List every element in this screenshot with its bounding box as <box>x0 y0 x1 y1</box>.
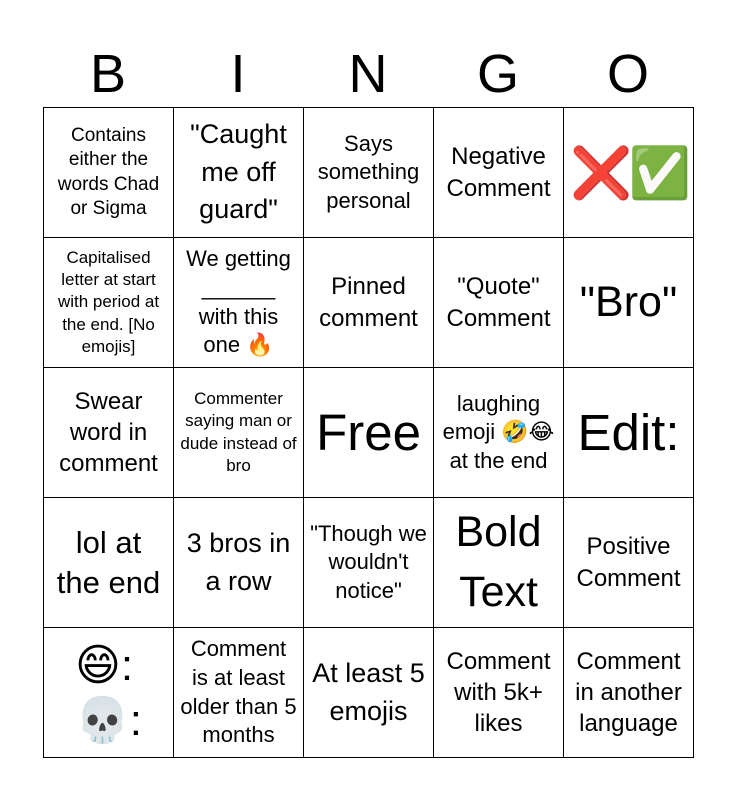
header-letter-n: N <box>348 44 388 104</box>
bingo-cell-r2-c2[interactable] <box>174 238 304 368</box>
bingo-cell-r2-c1[interactable] <box>44 238 174 368</box>
bingo-cell-r2-c5[interactable] <box>564 238 694 368</box>
bingo-cell-r1-c5[interactable] <box>564 108 694 238</box>
bingo-board <box>43 107 694 758</box>
bingo-cell-r1-c1[interactable] <box>44 108 174 238</box>
cell-label: Edit: <box>577 403 680 461</box>
cell-label: Capitalised letter at start with period at the end. [No emojis] <box>57 248 160 356</box>
bingo-cell-r2-c3[interactable] <box>304 238 434 368</box>
free-space-label: Free <box>316 403 421 461</box>
bingo-cell-r3-c2[interactable] <box>174 368 304 498</box>
bingo-cell-r4-c1[interactable] <box>44 498 174 628</box>
bingo-cell-r5-c4[interactable] <box>434 628 564 758</box>
header-letter-g: G <box>476 44 519 104</box>
bingo-cell-r3-c5[interactable] <box>564 368 694 498</box>
cell-label: Comment is at least older than 5 months <box>180 636 297 748</box>
bingo-cell-r2-c4[interactable] <box>434 238 564 368</box>
header-letter-o: O <box>606 44 649 104</box>
bingo-cell-r1-c2[interactable] <box>174 108 304 238</box>
cell-label: We getting ______ with this one 🔥 <box>186 246 291 358</box>
cell-label: Commenter saying man or dude instead of bro <box>180 389 297 475</box>
bingo-cell-r1-c3[interactable] <box>304 108 434 238</box>
cell-label: Swear word in comment <box>59 387 158 478</box>
cell-label: Says something personal <box>317 130 420 213</box>
cell-label: Comment in another language <box>575 647 682 738</box>
cell-label: laughing emoji 🤣😂 at the end <box>442 390 555 473</box>
cell-label: "Caught me off guard" <box>190 118 287 225</box>
cell-label: Comment with 5k+ likes <box>446 647 551 738</box>
cell-label: At least 5 emojis <box>312 657 425 726</box>
bingo-cell-r5-c1[interactable] <box>44 628 174 758</box>
bingo-cell-r4-c5[interactable] <box>564 498 694 628</box>
cell-label: "Quote" Comment <box>446 273 551 332</box>
cell-label: Negative Comment <box>446 143 551 202</box>
grin-skull-emoji-icon: 😄: 💀: <box>74 640 142 745</box>
cell-label: "Bro" <box>579 277 678 326</box>
bingo-cell-r1-c4[interactable] <box>434 108 564 238</box>
bingo-cell-r3-c3[interactable] <box>304 368 434 498</box>
bingo-cell-r4-c2[interactable] <box>174 498 304 628</box>
cell-label: Pinned comment <box>319 273 418 332</box>
bingo-header <box>43 40 693 108</box>
header-letter-i: I <box>230 44 246 104</box>
cell-label: Bold Text <box>455 508 542 616</box>
bingo-cell-r4-c4[interactable] <box>434 498 564 628</box>
bingo-cell-r5-c3[interactable] <box>304 628 434 758</box>
header-letter-b: B <box>89 44 127 104</box>
cell-label: Positive Comment <box>576 533 681 592</box>
bingo-cell-r3-c4[interactable] <box>434 368 564 498</box>
bingo-cell-r3-c1[interactable] <box>44 368 174 498</box>
cross-check-emoji-icon: ❌✅ <box>570 144 687 201</box>
cell-label: "Though we wouldn't notice" <box>310 520 427 603</box>
cell-label: lol at the end <box>56 525 161 600</box>
bingo-cell-r5-c2[interactable] <box>174 628 304 758</box>
cell-label: 3 bros in a row <box>186 527 291 596</box>
bingo-cell-r4-c3[interactable] <box>304 498 434 628</box>
cell-label: Contains either the words Chad or Sigma <box>57 125 160 219</box>
bingo-cell-r5-c5[interactable] <box>564 628 694 758</box>
